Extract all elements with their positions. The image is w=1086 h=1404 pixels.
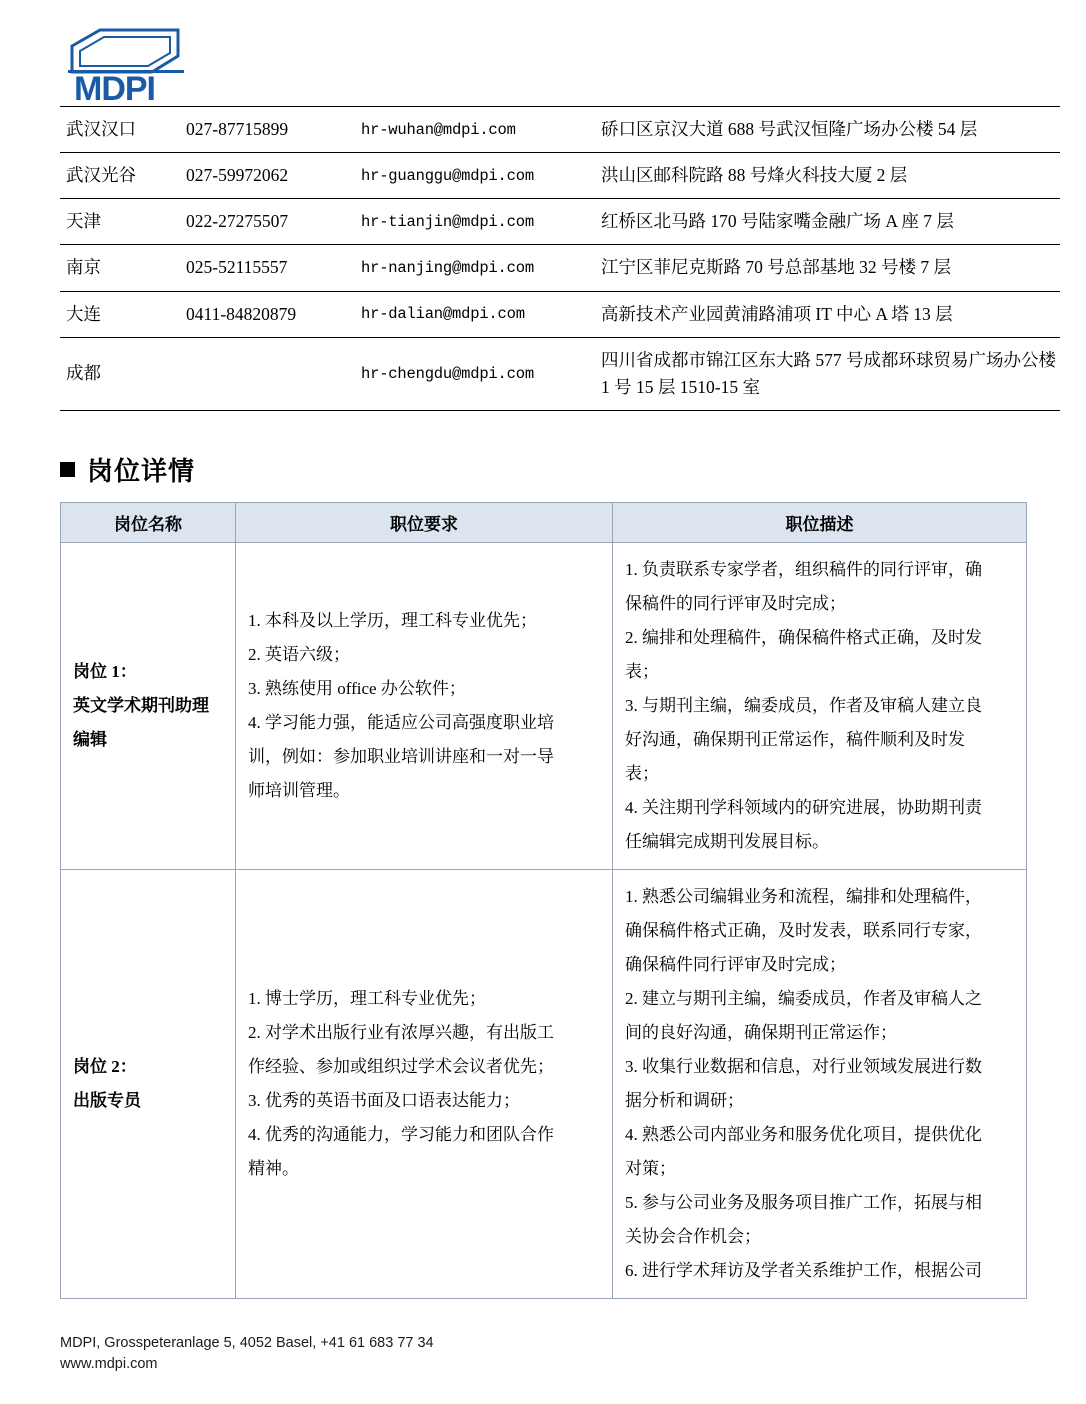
office-email[interactable]: hr-wuhan@mdpi.com	[355, 107, 595, 153]
requirement-line: 2. 英语六级；	[248, 644, 350, 664]
job-description-cell	[613, 869, 1027, 1298]
square-bullet-icon	[60, 462, 75, 477]
description-line: 据分析和调研；	[625, 1090, 744, 1110]
description-line: 4. 关注期刊学科领域内的研究进展，协助期刊责	[625, 797, 982, 817]
requirement-line: 师培训管理。	[248, 780, 350, 800]
requirement-line: 训，例如：参加职业培训讲座和一对一导	[248, 746, 554, 766]
description-line: 6. 进行学术拜访及学者关系维护工作，根据公司	[625, 1260, 982, 1280]
requirement-line: 精神。	[248, 1158, 299, 1178]
table-row	[60, 291, 1060, 337]
job-details-table	[60, 502, 1027, 1299]
office-phone: 027-87715899	[180, 107, 355, 153]
description-line: 1. 负责联系专家学者，组织稿件的同行评审，确	[625, 559, 982, 579]
description-line: 确保稿件同行评审及时完成；	[625, 954, 846, 974]
office-city: 武汉光谷	[60, 153, 180, 199]
footer-address: MDPI, Grosspeteranlage 5, 4052 Basel, +41 61 683 77 34	[60, 1334, 434, 1351]
office-address: 红桥区北马路 170 号陆家嘴金融广场 A 座 7 层	[595, 199, 1060, 245]
description-line: 间的良好沟通，确保期刊正常运作；	[625, 1022, 897, 1042]
description-line: 保稿件的同行评审及时完成；	[625, 593, 846, 613]
page-footer	[60, 1333, 434, 1377]
office-address: 江宁区菲尼克斯路 70 号总部基地 32 号楼 7 层	[595, 245, 1060, 291]
office-city: 天津	[60, 199, 180, 245]
description-line: 2. 建立与期刊主编，编委成员，作者及审稿人之	[625, 988, 982, 1008]
requirement-line: 1. 博士学历，理工科专业优先；	[248, 988, 486, 1008]
requirement-line: 1. 本科及以上学历，理工科专业优先；	[248, 610, 537, 630]
office-email[interactable]: hr-tianjin@mdpi.com	[355, 199, 595, 245]
office-email[interactable]: hr-guanggu@mdpi.com	[355, 153, 595, 199]
footer-website[interactable]: www.mdpi.com	[60, 1356, 158, 1373]
office-city: 南京	[60, 245, 180, 291]
table-row	[60, 153, 1060, 199]
description-line: 3. 与期刊主编，编委成员，作者及审稿人建立良	[625, 695, 982, 715]
table-row	[60, 337, 1060, 410]
office-email[interactable]: hr-dalian@mdpi.com	[355, 291, 595, 337]
office-phone	[180, 337, 355, 410]
office-address: 硚口区京汉大道 688 号武汉恒隆广场办公楼 54 层	[595, 107, 1060, 153]
requirement-line: 3. 熟练使用 office 办公软件；	[248, 678, 466, 698]
job-title-line: 编辑	[73, 729, 107, 749]
table-row	[61, 869, 1027, 1298]
description-line: 好沟通，确保期刊正常运作，稿件顺利及时发	[625, 729, 965, 749]
job-title-line: 出版专员	[73, 1090, 141, 1110]
requirement-line: 作经验、参加或组织过学术会议者优先；	[248, 1056, 554, 1076]
description-line: 对策；	[625, 1158, 676, 1178]
requirement-line: 2. 对学术出版行业有浓厚兴趣，有出版工	[248, 1022, 554, 1042]
requirement-line: 4. 学习能力强，能适应公司高强度职业培	[248, 712, 554, 732]
table-row	[60, 199, 1060, 245]
office-address: 高新技术产业园黄浦路浦项 IT 中心 A 塔 13 层	[595, 291, 1060, 337]
page-title	[60, 451, 1026, 488]
job-requirements-cell	[236, 542, 613, 869]
job-title-line: 岗位 1：	[73, 661, 137, 681]
office-phone: 025-52115557	[180, 245, 355, 291]
description-line: 5. 参与公司业务及服务项目推广工作，拓展与相	[625, 1192, 982, 1212]
office-contacts-table	[60, 106, 1060, 411]
job-title-line: 英文学术期刊助理	[73, 695, 209, 715]
job-requirements-cell	[236, 869, 613, 1298]
office-city: 武汉汉口	[60, 107, 180, 153]
description-line: 1. 熟悉公司编辑业务和流程，编排和处理稿件，	[625, 886, 982, 906]
office-phone: 027-59972062	[180, 153, 355, 199]
office-address: 洪山区邮科院路 88 号烽火科技大厦 2 层	[595, 153, 1060, 199]
table-header-row	[61, 502, 1027, 542]
job-title-cell	[61, 542, 236, 869]
description-line: 关协会合作机会；	[625, 1226, 761, 1246]
column-header-name: 岗位名称	[61, 502, 236, 542]
office-city: 成都	[60, 337, 180, 410]
requirement-line: 3. 优秀的英语书面及口语表达能力；	[248, 1090, 520, 1110]
description-line: 3. 收集行业数据和信息，对行业领域发展进行数	[625, 1056, 982, 1076]
mdpi-logo	[60, 26, 200, 104]
table-row	[60, 107, 1060, 153]
office-city: 大连	[60, 291, 180, 337]
office-email[interactable]: hr-chengdu@mdpi.com	[355, 337, 595, 410]
svg-text:MDPI: MDPI	[74, 70, 155, 104]
job-title-line: 岗位 2：	[73, 1056, 137, 1076]
job-title-cell	[61, 869, 236, 1298]
table-row	[60, 245, 1060, 291]
logo-area	[60, 0, 1026, 104]
description-line: 任编辑完成期刊发展目标。	[625, 831, 829, 851]
description-line: 表；	[625, 661, 659, 681]
description-line: 2. 编排和处理稿件，确保稿件格式正确，及时发	[625, 627, 982, 647]
section-title-text: 岗位详情	[87, 455, 196, 486]
description-line: 确保稿件格式正确，及时发表，联系同行专家，	[625, 920, 982, 940]
column-header-description: 职位描述	[613, 502, 1027, 542]
office-email[interactable]: hr-nanjing@mdpi.com	[355, 245, 595, 291]
description-line: 4. 熟悉公司内部业务和服务优化项目，提供优化	[625, 1124, 982, 1144]
column-header-requirements: 职位要求	[236, 502, 613, 542]
office-phone: 022-27275507	[180, 199, 355, 245]
office-phone: 0411-84820879	[180, 291, 355, 337]
table-row	[61, 542, 1027, 869]
requirement-line: 4. 优秀的沟通能力，学习能力和团队合作	[248, 1124, 554, 1144]
job-description-cell	[613, 542, 1027, 869]
description-line: 表；	[625, 763, 659, 783]
office-address: 四川省成都市锦江区东大路 577 号成都环球贸易广场办公楼 1 号 15 层 1510-15 室	[595, 337, 1060, 410]
